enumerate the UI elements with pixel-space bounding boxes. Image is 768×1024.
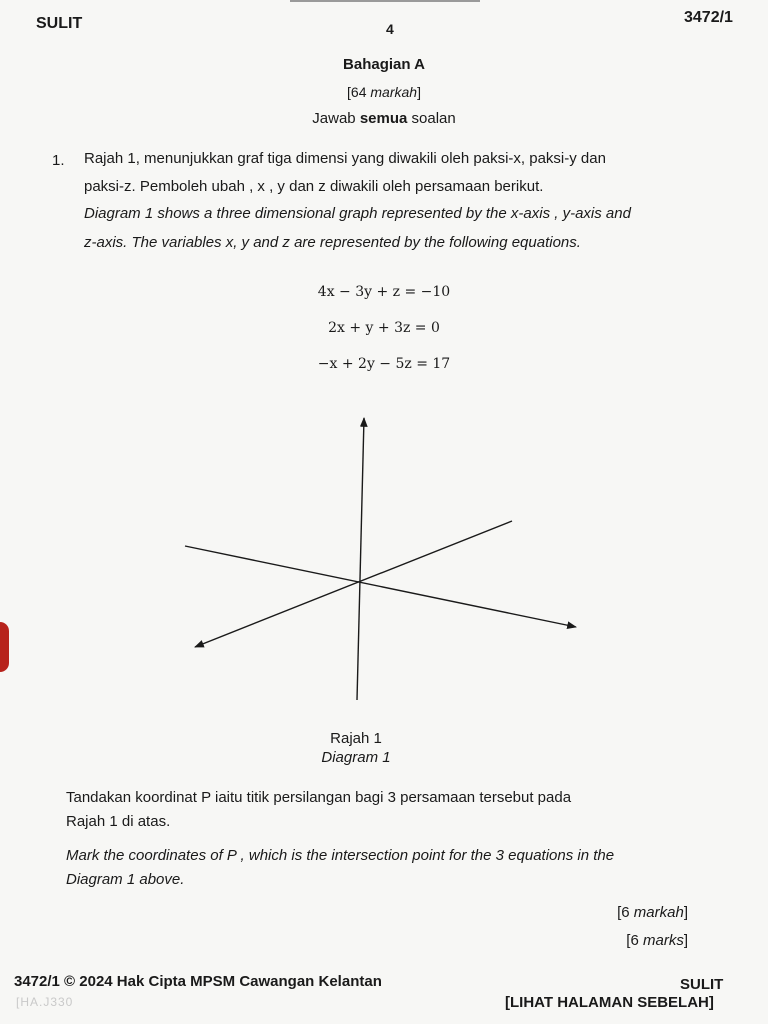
question-number: 1. [52,152,65,169]
footer-next-page: [LIHAT HALAMAN SEBELAH] [505,994,714,1011]
task-malay-line-2: Rajah 1 di atas. [66,813,171,830]
page-number: 4 [386,21,394,37]
section-marks: [64 markah] [347,84,421,100]
task-malay-line-1: Tandakan koordinat P iaitu titik persilangan bagi 3 persamaan tersebut pada [66,789,572,806]
question-malay-line-1: Rajah 1, menunjukkan graf tiga dimensi yang diwakili oleh paksi-x, paksi-y dan [84,150,606,167]
diagram-caption-english: Diagram 1 [321,749,391,766]
header-sulit: SULIT [36,15,83,32]
paper-code: 3472/1 [684,9,733,26]
section-title: Bahagian A [343,56,425,73]
diagram-caption-malay: Rajah 1 [330,730,382,747]
footer-faded-code: [HA.J330 [16,995,74,1009]
task-english-line-2: Diagram 1 above. [66,871,185,888]
task-english-line-1: Mark the coordinates of P , which is the intersection point for the 3 equations in the [66,847,615,864]
footer-copyright: 3472/1 © 2024 Hak Cipta MPSM Cawangan Kelantan [14,973,382,990]
depth-axis [195,521,512,647]
equation-3: −x + 2y − 5z = 17 [317,356,451,372]
marks-malay: [6 markah] [617,904,688,921]
question-malay-line-2: paksi-z. Pemboleh ubah , x , y dan z diwakili oleh persamaan berikut. [84,178,544,195]
equation-1: 4x − 3y + z = −10 [317,284,451,300]
horizontal-axis [185,546,576,627]
marks-english: [6 marks] [626,932,688,949]
question-english-line-1: Diagram 1 shows a three dimensional graph represented by the x-axis , y-axis and [84,205,631,222]
vertical-axis [357,418,364,700]
equation-2: 2x + y + 3z = 0 [328,320,440,336]
question-english-line-2: z-axis. The variables x, y and z are represented by the following equations. [84,234,581,251]
section-instruction: Jawab semua soalan [312,110,456,127]
footer-sulit: SULIT [680,976,724,993]
